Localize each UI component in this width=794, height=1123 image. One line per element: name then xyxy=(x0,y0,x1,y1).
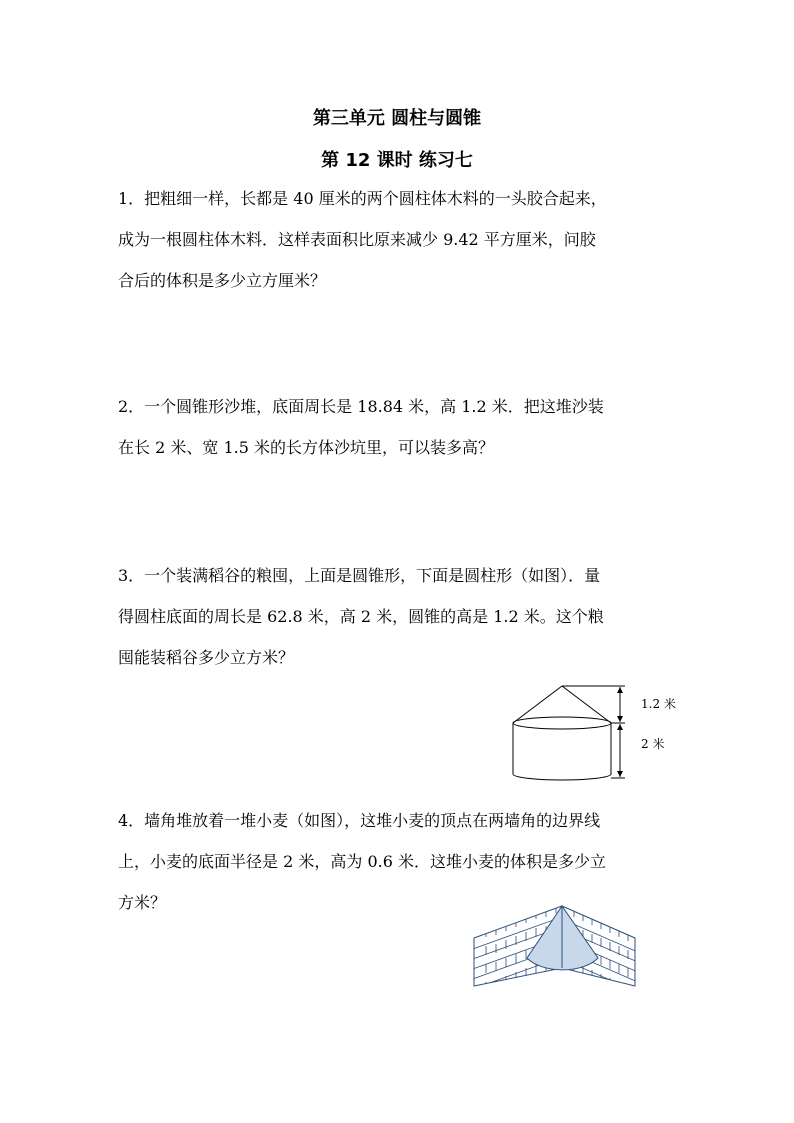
cone-height-label: 1.2 米 xyxy=(641,697,676,711)
question-3 xyxy=(118,555,688,678)
cylinder-bottom-arc xyxy=(513,774,611,780)
page-title: 第三单元 圆柱与圆锥 xyxy=(312,108,482,129)
question-1-line-1: 1．把粗细一样，长都是 40 厘米的两个圆柱体木料的一头胶合起来， xyxy=(118,189,607,208)
question-1 xyxy=(118,178,688,301)
wheat-corner-figure xyxy=(470,898,640,993)
cylinder-height-label: 2 米 xyxy=(641,737,665,751)
question-4-line-2: 上，小麦的底面半径是 2 米，高为 0.6 米．这堆小麦的体积是多少立 xyxy=(118,852,606,871)
question-2-line-1: 2．一个圆锥形沙堆，底面周长是 18.84 米，高 1.2 米．把这堆沙装 xyxy=(118,397,604,416)
question-2-line-2: 在长 2 米、宽 1.5 米的长方体沙坑里，可以装多高？ xyxy=(118,438,494,457)
question-4-line-3: 方米？ xyxy=(118,893,167,912)
question-3-line-2: 得圆柱底面的周长是 62.8 米，高 2 米，圆锥的高是 1.2 米。这个粮 xyxy=(118,607,604,626)
question-4-line-1: 4．墙角堆放着一堆小麦（如图），这堆小麦的顶点在两墙角的边界线 xyxy=(118,811,601,830)
question-1-line-3: 合后的体积是多少立方厘米？ xyxy=(118,271,327,290)
question-3-line-3: 囤能装稻谷多少立方米？ xyxy=(118,648,295,667)
question-1-line-2: 成为一根圆柱体木料．这样表面积比原来减少 9.42 平方厘米，问胶 xyxy=(118,230,596,249)
cylinder-top-ellipse xyxy=(513,717,611,729)
question-2 xyxy=(118,386,688,468)
question-3-line-1: 3．一个装满稻谷的粮囤，上面是圆锥形，下面是圆柱形（如图）．量 xyxy=(118,566,601,585)
granary-figure xyxy=(505,682,695,782)
lesson-subtitle: 第 12 课时 练习七 xyxy=(321,150,473,171)
